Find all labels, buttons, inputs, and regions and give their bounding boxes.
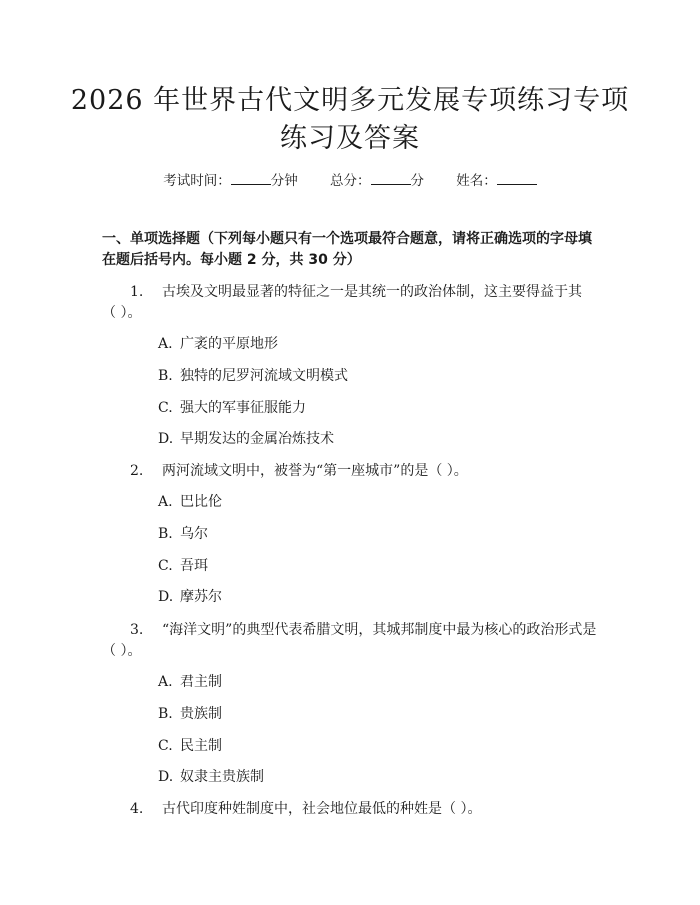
option-text: 乌尔 bbox=[180, 526, 208, 542]
question-1 bbox=[102, 282, 602, 303]
total-score-unit: 分 bbox=[410, 173, 424, 189]
option-2c[interactable] bbox=[158, 556, 208, 577]
question-number: 1. bbox=[130, 284, 144, 300]
name-field bbox=[456, 173, 537, 189]
page-title-continued: 练习及答案 bbox=[280, 123, 420, 154]
exam-time-label: 考试时间： bbox=[163, 173, 231, 189]
option-label: D. bbox=[158, 769, 174, 785]
option-2b[interactable] bbox=[158, 524, 208, 545]
option-label: D. bbox=[158, 431, 174, 447]
question-1-continued: （ ）。 bbox=[102, 305, 142, 321]
page-title: 2026 年世界古代文明多元发展专项练习专项 bbox=[70, 85, 630, 116]
question-text: 古埃及文明最显著的特征之一是其统一的政治体制，这主要得益于其 bbox=[162, 284, 582, 300]
option-label: C. bbox=[158, 400, 173, 416]
option-3c[interactable] bbox=[158, 736, 222, 757]
exam-meta bbox=[0, 169, 700, 189]
total-score-field bbox=[330, 173, 424, 189]
option-label: A. bbox=[158, 494, 173, 510]
exam-time-blank[interactable] bbox=[231, 172, 271, 185]
option-2d[interactable] bbox=[158, 587, 222, 608]
question-number: 4. bbox=[130, 801, 144, 817]
option-text: 奴隶主贵族制 bbox=[180, 769, 264, 785]
option-1d[interactable] bbox=[158, 429, 334, 450]
option-2a[interactable] bbox=[158, 492, 222, 513]
option-text: 独特的尼罗河流域文明模式 bbox=[180, 368, 348, 384]
total-score-blank[interactable] bbox=[371, 172, 411, 185]
question-text: “海洋文明”的典型代表希腊文明，其城邦制度中最为核心的政治形式是 bbox=[162, 622, 597, 638]
option-label: A. bbox=[158, 674, 173, 690]
option-1b[interactable] bbox=[158, 366, 348, 387]
exam-time-unit: 分钟 bbox=[270, 173, 298, 189]
option-text: 君主制 bbox=[180, 674, 222, 690]
question-3-continued: （ ）。 bbox=[102, 643, 142, 659]
question-3 bbox=[102, 620, 602, 641]
question-text: 两河流域文明中，被誉为“第一座城市”的是（ ）。 bbox=[162, 463, 468, 479]
name-label: 姓名： bbox=[456, 173, 497, 189]
option-text: 巴比伦 bbox=[180, 494, 222, 510]
option-text: 强大的军事征服能力 bbox=[180, 400, 306, 416]
question-number: 2. bbox=[130, 463, 144, 479]
question-text: 古代印度种姓制度中，社会地位最低的种姓是（ ）。 bbox=[162, 801, 482, 817]
option-label: C. bbox=[158, 558, 173, 574]
option-3d[interactable] bbox=[158, 767, 264, 788]
option-1c[interactable] bbox=[158, 398, 306, 419]
total-score-label: 总分： bbox=[330, 173, 371, 189]
question-number: 3. bbox=[130, 622, 144, 638]
option-label: C. bbox=[158, 738, 173, 754]
option-3b[interactable] bbox=[158, 704, 222, 725]
option-label: D. bbox=[158, 589, 174, 605]
option-label: B. bbox=[158, 526, 173, 542]
option-text: 民主制 bbox=[180, 738, 222, 754]
option-3a[interactable] bbox=[158, 672, 222, 693]
question-4 bbox=[102, 799, 602, 820]
option-text: 早期发达的金属冶炼技术 bbox=[180, 431, 334, 447]
question-2 bbox=[102, 461, 602, 482]
option-label: B. bbox=[158, 706, 173, 722]
option-text: 吾珥 bbox=[180, 558, 208, 574]
option-text: 贵族制 bbox=[180, 706, 222, 722]
exam-time-field bbox=[163, 173, 298, 189]
option-label: A. bbox=[158, 336, 173, 352]
option-label: B. bbox=[158, 368, 173, 384]
section-heading-continued: 在题后括号内。每小题 2 分，共 30 分） bbox=[102, 252, 361, 268]
option-1a[interactable] bbox=[158, 334, 278, 355]
option-text: 广袤的平原地形 bbox=[180, 336, 278, 352]
option-text: 摩苏尔 bbox=[180, 589, 222, 605]
name-blank[interactable] bbox=[497, 172, 537, 185]
section-heading: 一、单项选择题（下列每小题只有一个选项最符合题意，请将正确选项的字母填 bbox=[102, 231, 592, 247]
